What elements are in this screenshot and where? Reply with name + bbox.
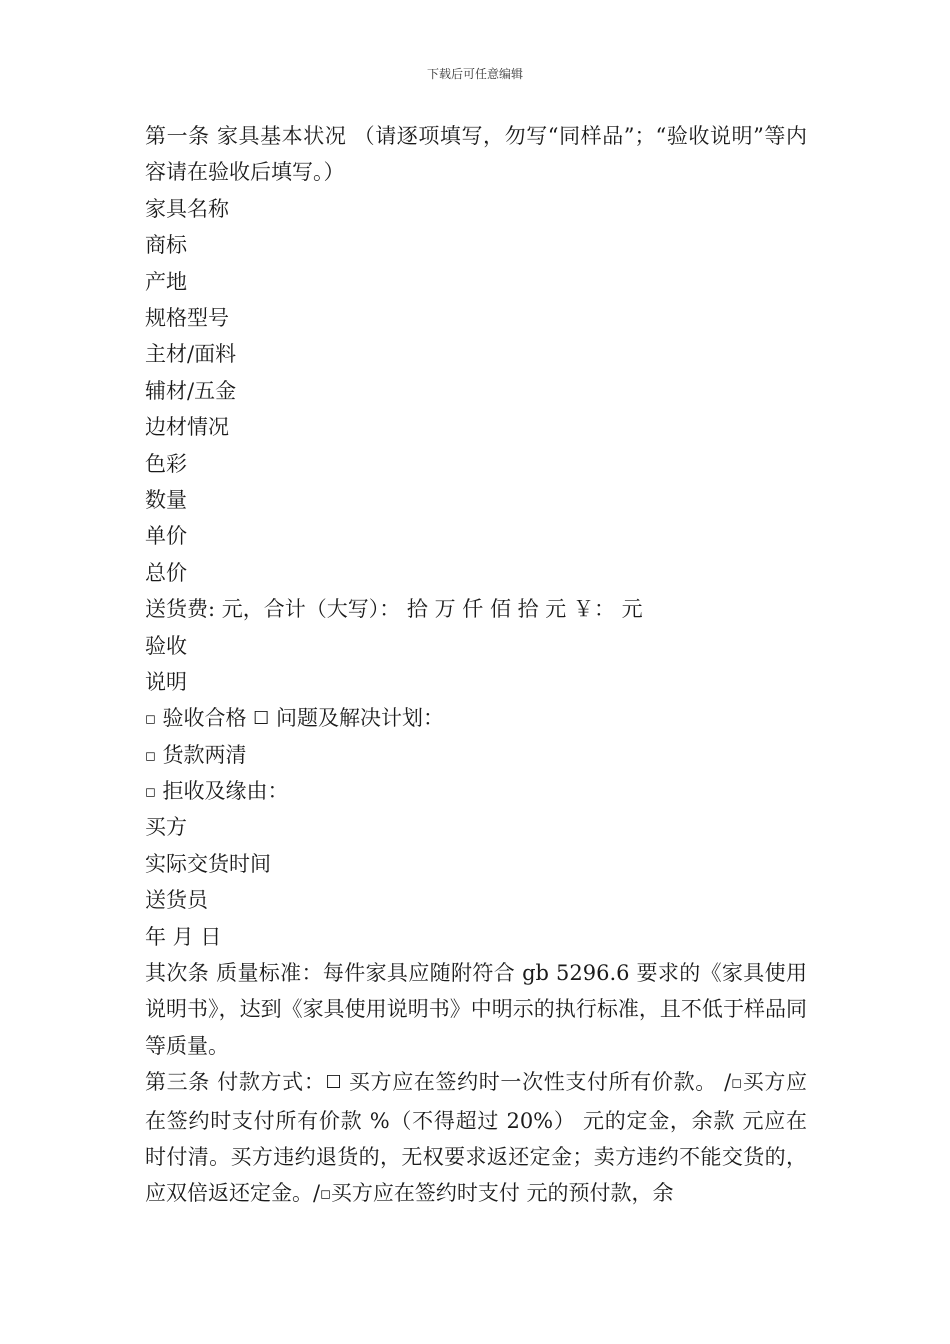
field-edge-material: 边材情况: [145, 415, 229, 440]
article-1-intro: 第一条 家具基本状况 （请逐项填写，勿写“同样品”；“验收说明”等内容请在验收后填写。）: [145, 124, 807, 185]
field-origin: 产地: [145, 269, 187, 294]
payment-option-2: 买方应在签约时支付所有价款 %（不得超过 20%） 元的定金，余款 元应在 时付清。买方违约退货的，无权要求返还定金；卖方违约不能交货的，应双倍返还定金。/: [145, 1070, 807, 1206]
field-unit-price: 单价: [145, 524, 187, 549]
option-paid-label: 货款两清: [162, 742, 247, 767]
document-body: [145, 118, 807, 1214]
article-3-head: 第三条 付款方式：: [145, 1070, 326, 1095]
field-model: 规格型号: [145, 305, 229, 330]
date-label: 年 月 日: [145, 924, 222, 949]
acceptance-options-row: [145, 700, 807, 736]
checkbox-deposit-icon[interactable]: ◻: [731, 1076, 743, 1092]
option-pass-label: 验收合格: [162, 706, 247, 731]
field-quantity: 数量: [145, 487, 187, 512]
courier-label: 送货员: [145, 888, 208, 913]
furniture-fields: [145, 191, 807, 591]
delivery-fee-line: 送货费: 元，合计（大写）： 拾 万 仟 佰 拾 元 ￥： 元: [145, 597, 643, 622]
field-main-material: 主材/面料: [145, 342, 237, 367]
explanation-label: 说明: [145, 669, 187, 694]
option-problem-label: 问题及解决计划：: [276, 706, 444, 731]
buyer-label: 买方: [145, 815, 187, 840]
article-3-payment: [145, 1064, 807, 1214]
option-reject-label: 拒收及缘由：: [162, 779, 289, 804]
field-color: 色彩: [145, 451, 187, 476]
acceptance-label: 验收: [145, 633, 187, 658]
checkbox-paid-icon[interactable]: ◻: [145, 748, 156, 764]
reject-row: [145, 773, 807, 809]
payment-option-3: 买方应在签约时支付 元的预付款，余: [330, 1181, 674, 1206]
checkbox-problem-icon[interactable]: ☐: [253, 708, 270, 730]
field-auxiliary-material: 辅材/五金: [145, 378, 237, 403]
field-total-price: 总价: [145, 560, 187, 585]
checkbox-reject-icon[interactable]: ◻: [145, 785, 156, 801]
checkbox-pass-icon[interactable]: ◻: [145, 712, 156, 728]
payment-settled-row: [145, 737, 807, 773]
checkbox-lump-sum-icon[interactable]: ☐: [325, 1072, 342, 1094]
payment-option-1: 买方应在签约时一次性支付所有价款。 /: [341, 1070, 732, 1095]
article-2-quality: 其次条 质量标准：每件家具应随附符合 gb 5296.6 要求的《家具使用说明书》，达到《家具使用说明书》中明示的执行标准，且不低于样品同等质量。: [145, 961, 807, 1058]
checkbox-prepay-icon[interactable]: ◻: [320, 1187, 331, 1203]
page-header: 下载后可任意编辑: [426, 67, 523, 81]
delivery-time-label: 实际交货时间: [145, 851, 271, 876]
field-furniture-name: 家具名称: [145, 196, 229, 221]
field-trademark: 商标: [145, 233, 187, 258]
